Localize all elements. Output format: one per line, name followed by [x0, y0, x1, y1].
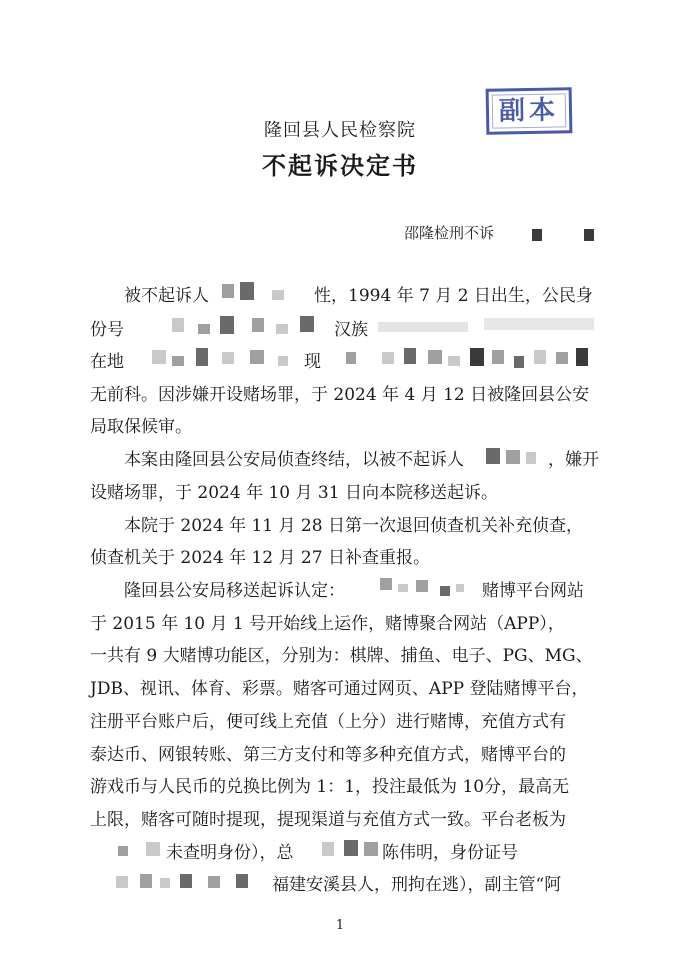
- text-segment: 无前科。因涉嫌开设赌场罪，于 2024 年 4 月 12 日被隆回县公安: [90, 385, 590, 405]
- redaction-block: [456, 584, 464, 592]
- text-segment: 注册平台账户后，便可线上充值（上分）进行赌博，充值方式有: [90, 712, 566, 732]
- text-line: [90, 609, 565, 634]
- document-title: 不起诉决定书: [262, 151, 418, 180]
- text-segment: 福建安溪县人，刑拘在逃），副主管“阿: [272, 875, 562, 895]
- page-number: 1: [335, 918, 345, 933]
- redaction-block: [160, 878, 170, 888]
- redaction-block: [172, 356, 184, 366]
- text-segment: 设赌场罪，于 2024 年 10 月 31 日向本院移送起诉。: [90, 483, 498, 503]
- organization-name: 隆回县人民检察院: [264, 120, 416, 141]
- text-line: [166, 838, 294, 863]
- text-line: [90, 412, 192, 437]
- redaction-block: [484, 318, 594, 330]
- redaction-block: [208, 876, 220, 888]
- redaction-block: [278, 356, 288, 366]
- text-segment: 性，1994 年 7 月 2 日出生，公民身: [314, 286, 593, 306]
- redaction-block: [556, 352, 568, 364]
- redaction-block: [180, 874, 192, 888]
- text-segment: 现: [304, 352, 321, 372]
- redaction-block: [172, 318, 184, 332]
- text-line: [272, 870, 561, 895]
- redaction-block: [272, 290, 284, 300]
- text-line: [124, 281, 209, 306]
- redaction-block: [276, 324, 288, 334]
- redaction-block: [300, 316, 314, 332]
- text-line: [90, 707, 566, 732]
- text-segment: JDB、视讯、体育、彩票。赌客可通过网页、APP 登陆赌博平台，: [90, 679, 589, 699]
- redaction-block: [486, 448, 500, 464]
- redaction-block: [222, 284, 234, 298]
- text-segment: 陈伟明，身份证号: [382, 843, 518, 863]
- text-segment: 份号: [90, 320, 124, 340]
- redaction-block: [198, 324, 210, 334]
- text-line: [124, 445, 464, 470]
- text-line: [90, 772, 569, 797]
- text-line: [90, 478, 498, 503]
- copy-stamp: 副本: [486, 87, 573, 134]
- text-segment: 本院于 2024 年 11 月 28 日第一次退回侦查机关补充侦查，: [124, 516, 583, 536]
- text-segment: 未查明身份），总: [166, 843, 294, 863]
- redaction-block: [220, 316, 234, 334]
- redaction-block: [448, 356, 460, 366]
- text-line: [482, 576, 584, 601]
- text-segment: ，嫌开: [548, 450, 599, 470]
- text-line: [90, 380, 589, 405]
- redaction-block: [140, 874, 152, 888]
- text-line: [314, 281, 593, 306]
- text-segment: 隆回县公安局移送起诉认定：: [124, 581, 345, 601]
- text-line: [548, 445, 599, 470]
- text-line: [90, 740, 566, 765]
- redaction-block: [346, 352, 356, 364]
- redaction-block: [364, 842, 378, 856]
- text-segment: 被不起诉人: [124, 286, 209, 306]
- text-segment: 在地: [90, 352, 124, 372]
- redaction-block: [222, 352, 234, 364]
- text-segment: 游戏币与人民币的兑换比例为 1：1，投注最低为 10分，最高无: [90, 777, 570, 797]
- redaction-block: [378, 322, 468, 332]
- text-segment: 赌博平台网站: [482, 581, 584, 601]
- redaction-block: [322, 842, 334, 856]
- text-segment: 侦查机关于 2024 年 12 月 27 日补查重报。: [90, 548, 430, 568]
- redaction-block: [526, 452, 536, 464]
- redaction-block: [196, 348, 208, 366]
- redaction-block: [146, 842, 160, 856]
- redaction-block: [252, 318, 264, 332]
- redaction-block: [118, 846, 128, 856]
- redaction-block: [404, 348, 416, 364]
- text-segment: 于 2015 年 10 月 1 号开始线上运作，赌博聚合网站（APP），: [90, 614, 565, 634]
- redaction-block: [470, 348, 484, 366]
- text-segment: 一共有 9 大赌博功能区，分别为：棋牌、捕鱼、电子、PG、MG、: [90, 646, 593, 666]
- text-line: [90, 674, 589, 699]
- redaction-block: [236, 874, 248, 888]
- redaction-block: [152, 350, 166, 364]
- text-segment: 本案由隆回县公安局侦查终结，以被不起诉人: [124, 450, 464, 470]
- text-line: [90, 543, 430, 568]
- redaction-block: [428, 350, 442, 364]
- redaction-block: [584, 229, 594, 241]
- text-line: [90, 347, 124, 372]
- document-number-text: 邵隆检刑不诉: [404, 224, 495, 242]
- text-line: [124, 576, 345, 601]
- text-line: [90, 641, 593, 666]
- redaction-block: [514, 356, 524, 368]
- text-line: [334, 315, 368, 340]
- redaction-block: [380, 578, 392, 590]
- redaction-block: [506, 450, 520, 464]
- document-number: [404, 222, 494, 243]
- redaction-block: [576, 348, 588, 366]
- redaction-block: [532, 229, 542, 241]
- redaction-block: [416, 580, 428, 592]
- text-line: [382, 838, 518, 863]
- text-line: [90, 805, 566, 830]
- text-segment: 上限，赌客可随时提现，提现渠道与充值方式一致。平台老板为: [90, 810, 566, 830]
- redaction-block: [240, 282, 254, 300]
- redaction-block: [440, 586, 450, 596]
- text-line: [304, 347, 321, 372]
- redaction-block: [116, 876, 128, 888]
- redaction-block: [382, 352, 394, 364]
- text-line: [90, 315, 124, 340]
- text-segment: 局取保候审。: [90, 417, 192, 437]
- text-segment: 泰达币、网银转账、第三方支付和等多种充值方式，赌博平台的: [90, 745, 566, 765]
- redaction-block: [344, 840, 358, 856]
- redaction-block: [492, 350, 504, 364]
- text-line: [124, 511, 583, 536]
- redaction-block: [250, 350, 264, 364]
- text-segment: 汉族: [334, 320, 368, 340]
- redaction-block: [398, 584, 408, 592]
- redaction-block: [534, 350, 546, 364]
